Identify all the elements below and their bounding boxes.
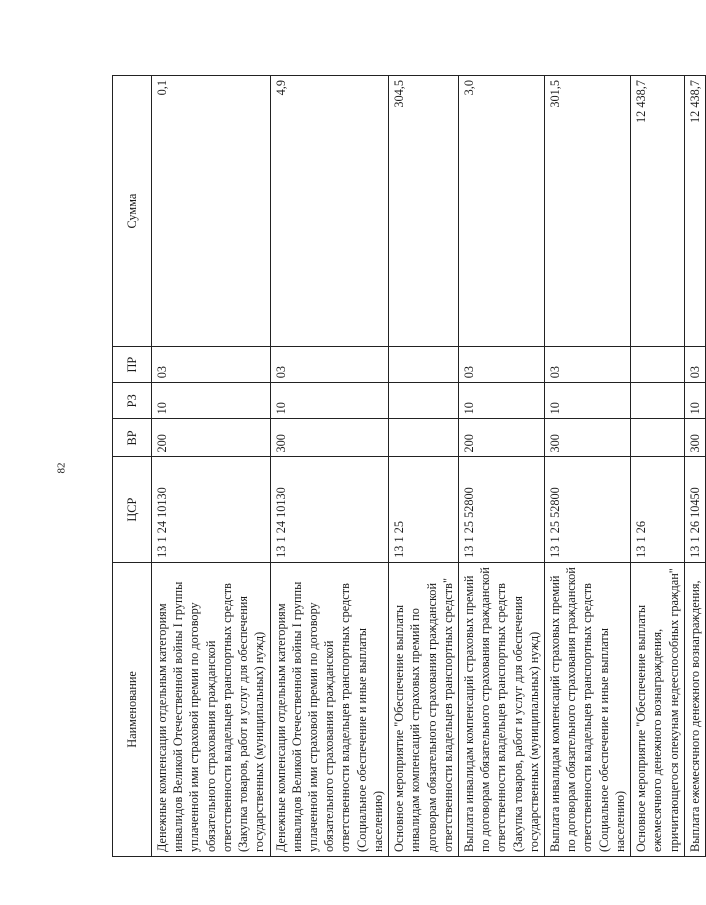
cell-vr: 200 (458, 419, 544, 457)
cell-vr: 300 (270, 419, 389, 457)
cell-rz: 10 (685, 383, 706, 419)
cell-pr: 03 (545, 347, 631, 383)
cell-name: Денежные компенсации отдельным категориям инвалидов Великой Отечественной войны I группы уплаченной ими страховой премии по договору обязательного страхования гражданской ответственности владельцев транспортных средств (Закупка товаров, работ и услуг для обеспечения государственных (муниципальных) нужд) (152, 562, 271, 856)
cell-vr: 300 (685, 419, 706, 457)
header-name: Наименование (113, 562, 152, 856)
table-row (152, 76, 271, 857)
cell-csr: 13 1 24 10130 (152, 457, 271, 562)
cell-pr: 03 (685, 347, 706, 383)
cell-csr: 13 1 24 10130 (270, 457, 389, 562)
cell-rz (389, 383, 459, 419)
cell-name: Основное мероприятие "Обеспечение выплаты ежемесячного денежного вознаграждения, причитающегося опекунам недееспособных граждан" (631, 562, 685, 856)
header-sum: Сумма (113, 76, 152, 347)
cell-name: Основное мероприятие "Обеспечение выплаты инвалидам компенсаций страховых премий по договорам обязательного страхования гражданской ответственности владельцев транспортных средств" (389, 562, 459, 856)
header-vr: ВР (113, 419, 152, 457)
cell-name: Выплата инвалидам компенсаций страховых премий по договорам обязательного страхования гражданской ответственности владельцев транспортных средств (Социальное обеспечение и иные выплаты населению) (545, 562, 631, 856)
cell-rz: 10 (270, 383, 389, 419)
cell-pr: 03 (152, 347, 271, 383)
cell-csr: 13 1 25 52800 (458, 457, 544, 562)
cell-sum: 304,5 (389, 76, 459, 347)
cell-sum: 3,0 (458, 76, 544, 347)
cell-sum: 12 438,7 (685, 76, 706, 347)
cell-pr: 03 (270, 347, 389, 383)
header-row (113, 76, 152, 857)
cell-vr: 200 (152, 419, 271, 457)
cell-vr (389, 419, 459, 457)
table-row (631, 76, 685, 857)
cell-vr (631, 419, 685, 457)
cell-pr (631, 347, 685, 383)
table-row (389, 76, 459, 857)
cell-csr: 13 1 26 10450 (685, 457, 706, 562)
cell-name: Денежные компенсации отдельным категориям инвалидов Великой Отечественной войны I группы уплаченной ими страховой премии по договору обязательного страхования гражданской ответственности владельцев транспортных средств (Социальное обеспечение и иные выплаты населению) (270, 562, 389, 856)
cell-sum: 0,1 (152, 76, 271, 347)
page-number: 82 (55, 462, 68, 474)
table-row (270, 76, 389, 857)
cell-csr: 13 1 25 52800 (545, 457, 631, 562)
cell-rz (631, 383, 685, 419)
cell-name: Выплата инвалидам компенсаций страховых премий по договорам обязательного страхования гражданской ответственности владельцев транспортных средств (Закупка товаров, работ и услуг для обеспечения государственных (муниципальных) нужд) (458, 562, 544, 856)
header-csr: ЦСР (113, 457, 152, 562)
cell-rz: 10 (152, 383, 271, 419)
cell-csr: 13 1 25 (389, 457, 459, 562)
header-rz: РЗ (113, 383, 152, 419)
header-pr: ПР (113, 347, 152, 383)
cell-sum: 301,5 (545, 76, 631, 347)
cell-sum: 12 438,7 (631, 76, 685, 347)
budget-table (112, 75, 706, 857)
cell-name: Выплата ежемесячного денежного вознаграждения, (685, 562, 706, 856)
cell-pr (389, 347, 459, 383)
cell-pr: 03 (458, 347, 544, 383)
table-row (545, 76, 631, 857)
cell-vr: 300 (545, 419, 631, 457)
cell-csr: 13 1 26 (631, 457, 685, 562)
table-row (458, 76, 544, 857)
cell-rz: 10 (458, 383, 544, 419)
rotated-table-wrapper (112, 75, 703, 857)
cell-sum: 4,9 (270, 76, 389, 347)
cell-rz: 10 (545, 383, 631, 419)
table-row (685, 76, 706, 857)
